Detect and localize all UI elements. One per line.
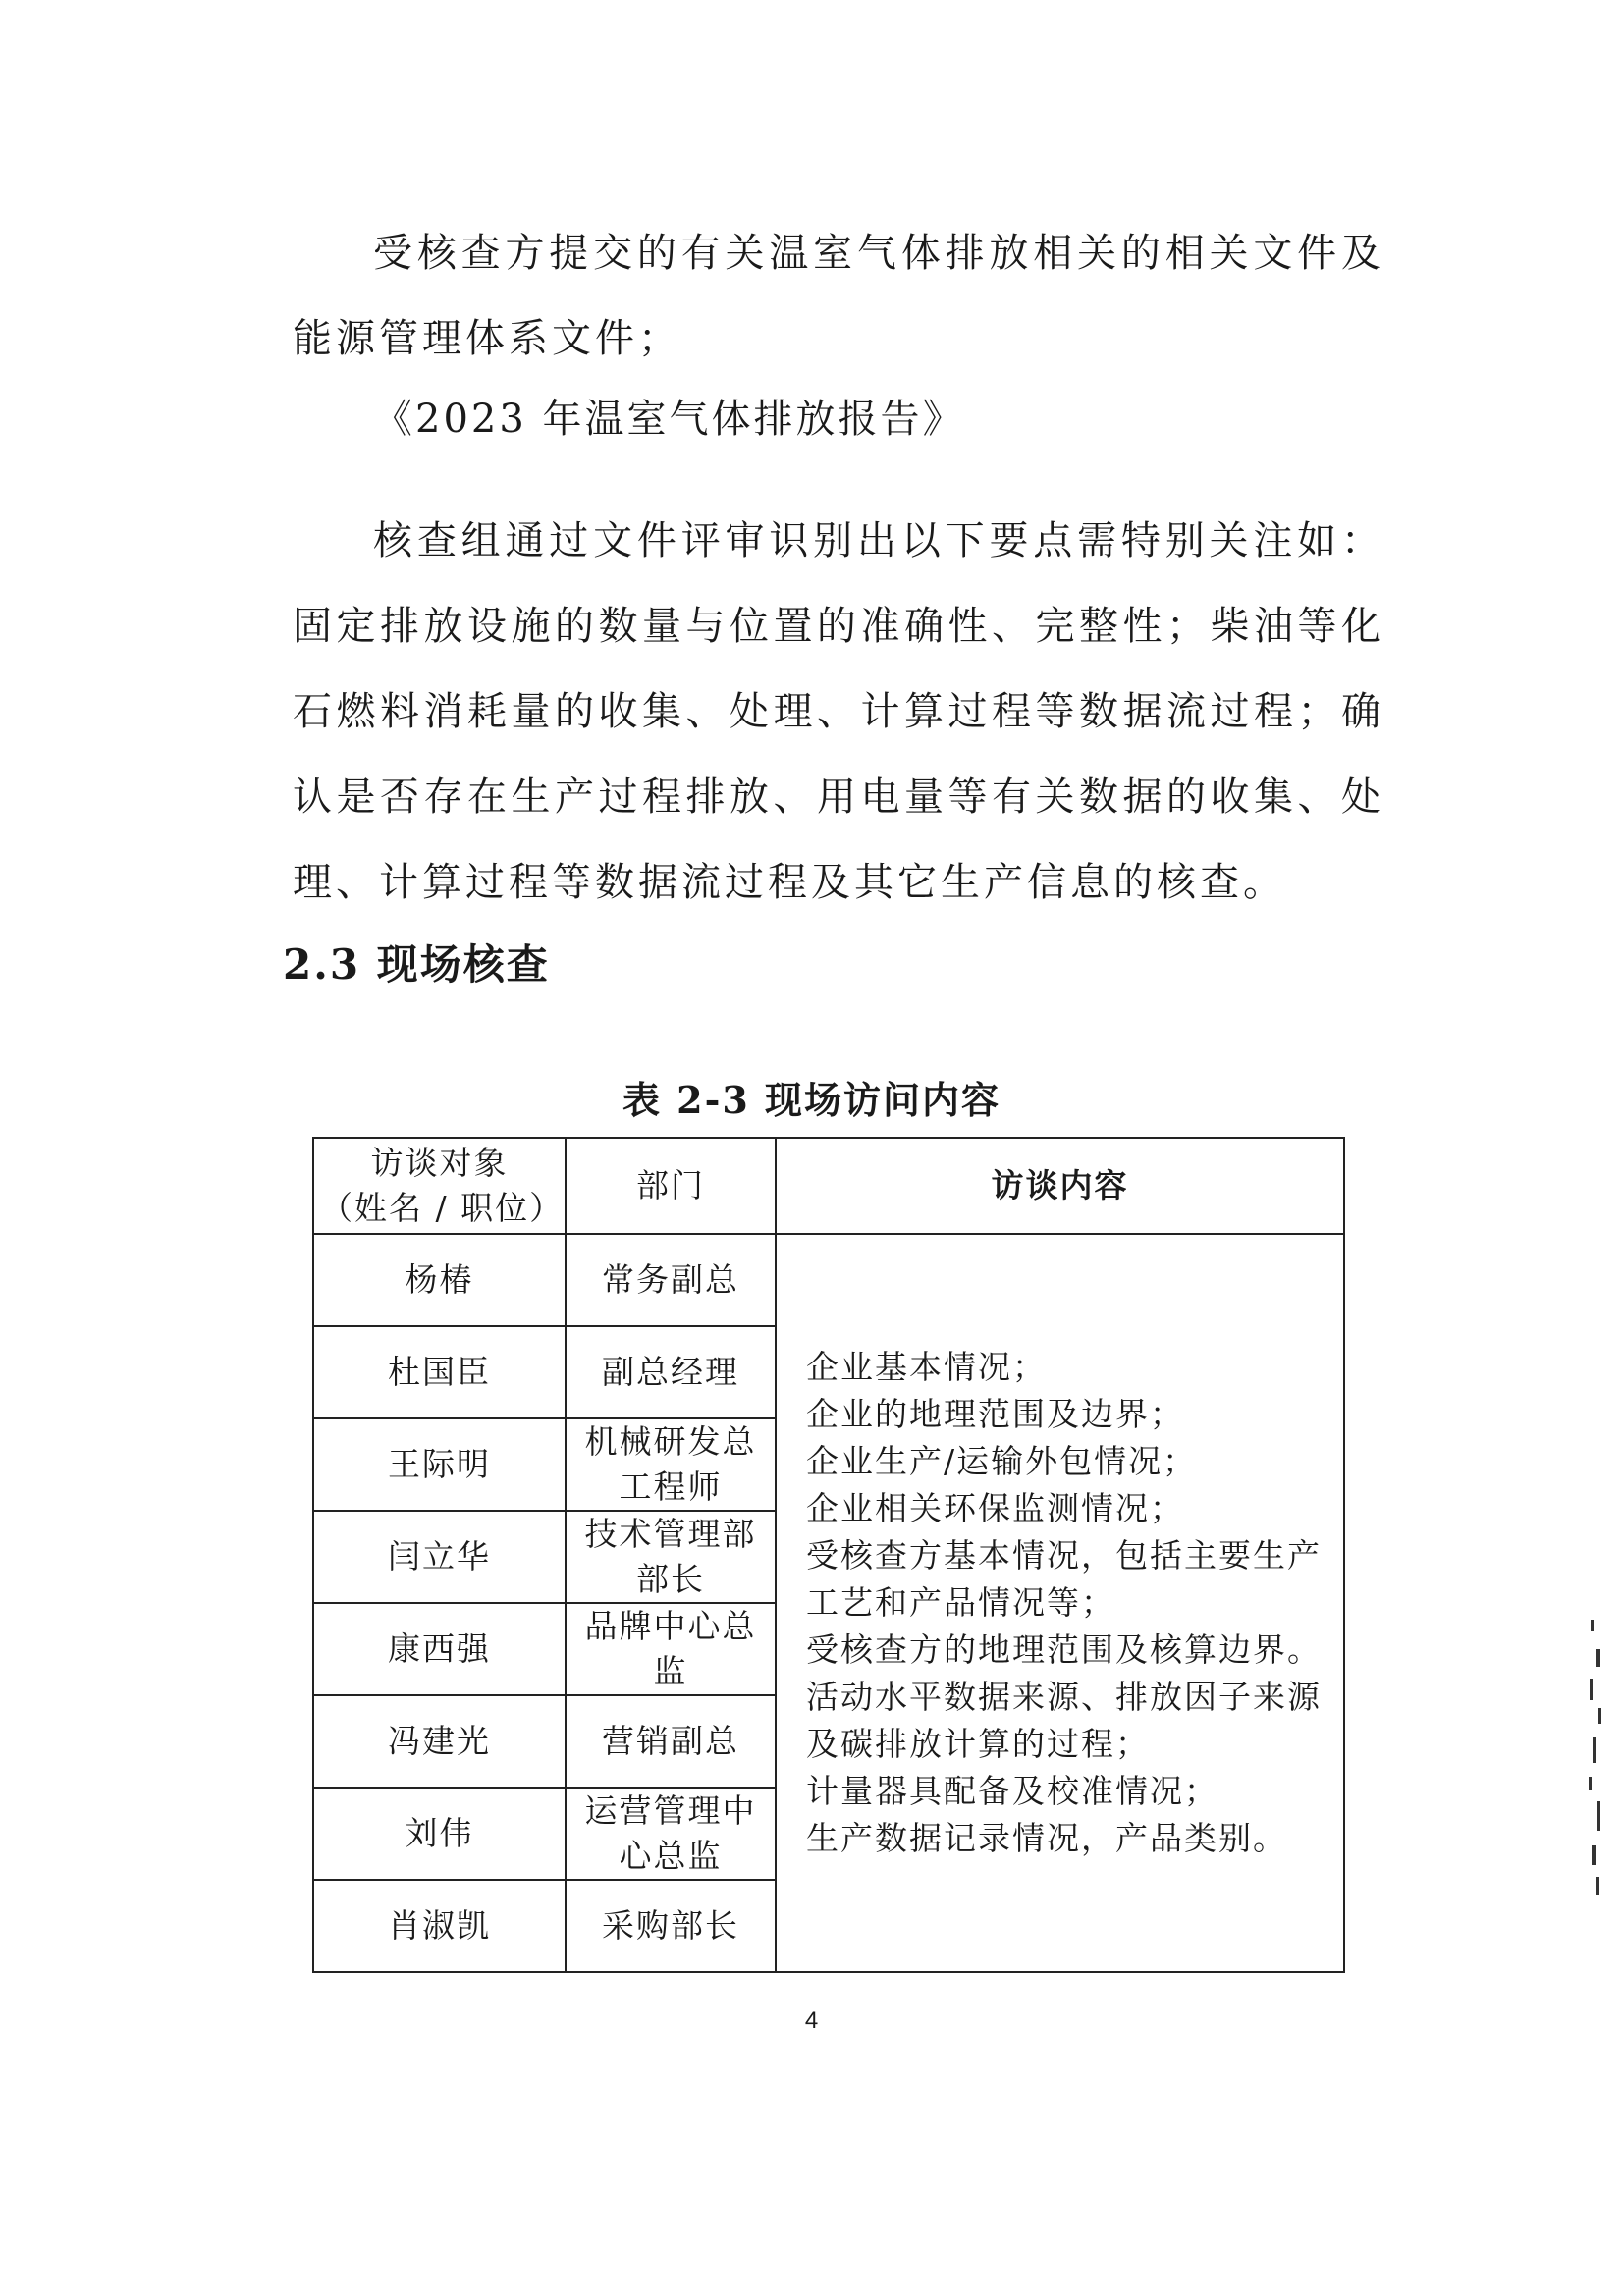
paragraph-review-focus: 核查组通过文件评审识别出以下要点需特别关注如：固定排放设施的数量与位置的准确性、完整性；柴油等化石燃料消耗量的收集、处理、计算过程等数据流过程；确认是否存在生产过程排放、用电量等有关数据的收集、处理、计算过程等数据流过程及其它生产信息的核查。 [293,518,1384,905]
interview-content-cell [776,1234,1344,1972]
header-interviewee [313,1138,566,1234]
content-line: 计量器具配备及校准情况； [806,1772,1218,1810]
interviewee-name: 杨椿 [313,1234,566,1326]
content-line: 企业的地理范围及边界； [806,1395,1184,1433]
interviewee-department: 机械研发总工程师 [566,1418,776,1511]
interviewee-department: 副总经理 [566,1326,776,1418]
content-line: 企业相关环保监测情况； [806,1489,1184,1527]
header-interviewee-line2: （姓名 / 职位） [320,1189,565,1227]
table-header-row [313,1138,1344,1234]
paragraph-submitted-documents: 受核查方提交的有关温室气体排放相关的相关文件及能源管理体系文件； [293,231,1384,361]
content-line: 受核查方的地理范围及核算边界。 [806,1630,1322,1669]
content-line: 企业生产/运输外包情况； [806,1442,1198,1480]
header-interviewee-line1: 访谈对象 [370,1144,509,1182]
interviewee-department: 采购部长 [566,1880,776,1972]
interviewee-name: 康西强 [313,1603,566,1695]
page-number: 4 [804,2007,819,2034]
section-title: 2.3 现场核查 [283,940,550,988]
table-caption: 表 2-3 现场访问内容 [622,1078,1001,1122]
interviewee-department: 运营管理中心总监 [566,1788,776,1880]
interviewee-name: 闫立华 [313,1511,566,1603]
header-content: 访谈内容 [776,1138,1344,1234]
header-department: 部门 [566,1138,776,1234]
content-line: 受核查方基本情况，包括主要生产工艺和产品情况等； [806,1536,1322,1622]
content-line: 生产数据记录情况，产品类别。 [806,1819,1287,1857]
interview-table [312,1137,1345,1973]
interviewee-name: 冯建光 [313,1695,566,1788]
table-row [313,1234,1344,1326]
content-line: 企业基本情况； [806,1348,1047,1386]
interviewee-department: 营销副总 [566,1695,776,1788]
interviewee-name: 肖淑凯 [313,1880,566,1972]
interviewee-department: 技术管理部部长 [566,1511,776,1603]
interviewee-department: 常务副总 [566,1234,776,1326]
seal-edge-mark [1585,1610,1608,1904]
interviewee-name: 刘伟 [313,1788,566,1880]
interviewee-name: 王际明 [313,1418,566,1511]
paragraph-report-title: 《2023 年温室气体排放报告》 [373,397,965,442]
interviewee-name: 杜国臣 [313,1326,566,1418]
interviewee-department: 品牌中心总监 [566,1603,776,1695]
content-line: 活动水平数据来源、排放因子来源及碳排放计算的过程； [806,1678,1322,1763]
